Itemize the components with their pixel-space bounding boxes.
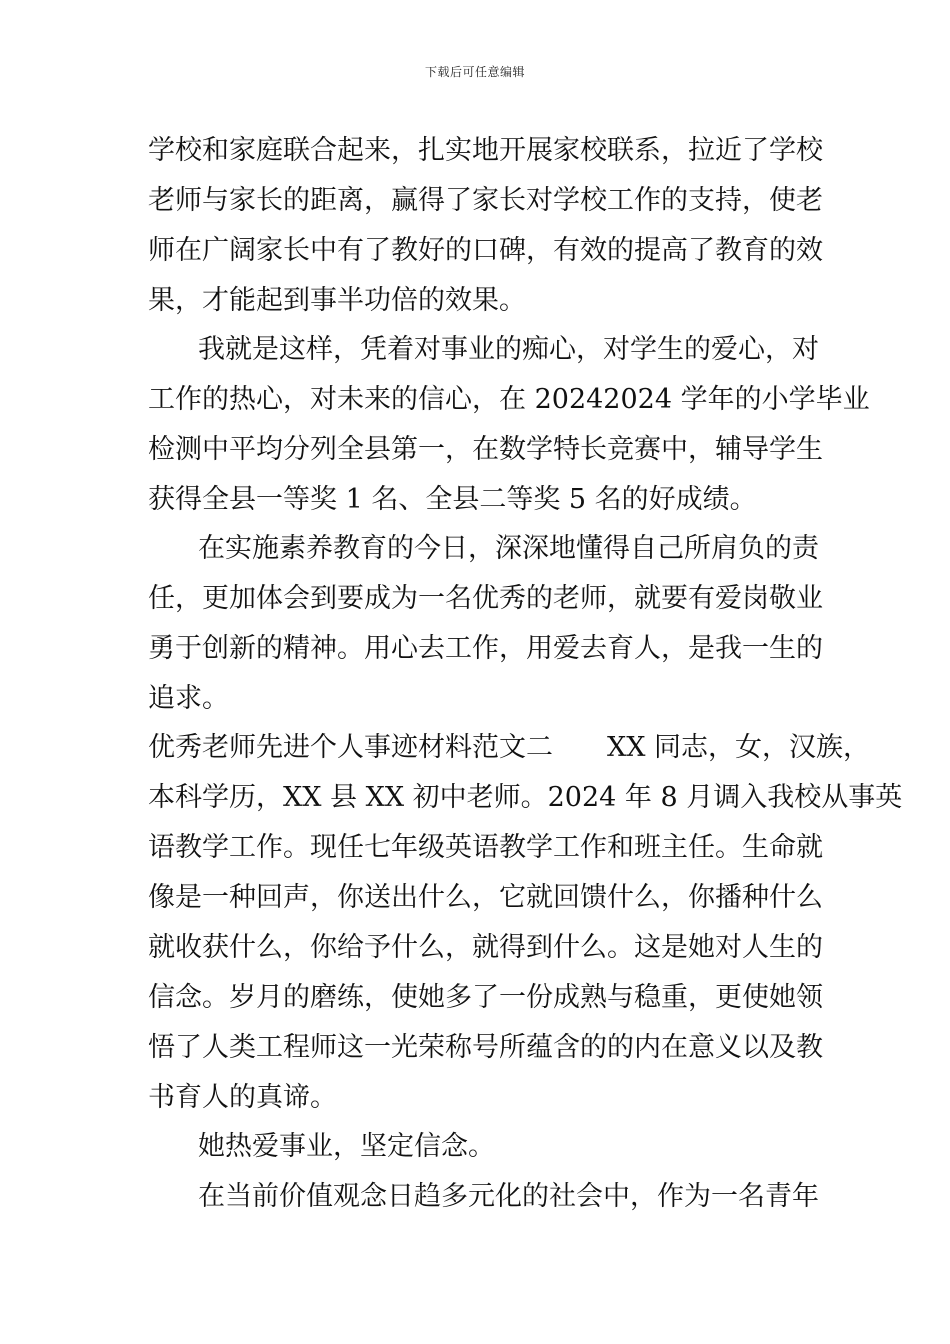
text-line: 优秀老师先进个人事迹材料范文二 XX 同志，女，汉族， xyxy=(148,732,871,763)
text-line: 勇于创新的精神。用心去工作，用爱去育人，是我一生的 xyxy=(148,633,823,664)
text-line: 在实施素养教育的今日，深深地懂得自己所肩负的责 xyxy=(198,533,819,564)
page-header-note: 下载后可任意编辑 xyxy=(424,65,525,79)
text-line: 任，更加体会到要成为一名优秀的老师，就要有爱岗敬业 xyxy=(148,583,823,614)
text-line: 在当前价值观念日趋多元化的社会中，作为一名青年 xyxy=(198,1181,819,1212)
text-line: 书育人的真谛。 xyxy=(148,1082,337,1113)
text-line: 她热爱事业，坚定信念。 xyxy=(198,1131,495,1162)
text-line: 本科学历，XX 县 XX 初中老师。2024 年 8 月调入我校从事英 xyxy=(148,782,903,813)
text-line: 像是一种回声，你送出什么，它就回馈什么，你播种什么 xyxy=(148,882,823,913)
text-line: 工作的热心，对未来的信心，在 20242024 学年的小学毕业 xyxy=(148,384,870,415)
text-line: 检测中平均分列全县第一，在数学特长竞赛中，辅导学生 xyxy=(148,434,823,465)
text-line: 学校和家庭联合起来，扎实地开展家校联系，拉近了学校 xyxy=(148,135,823,166)
text-line: 果，才能起到事半功倍的效果。 xyxy=(148,285,526,316)
text-line: 获得全县一等奖 1 名、全县二等奖 5 名的好成绩。 xyxy=(148,484,757,515)
text-line: 师在广阔家长中有了教好的口碑，有效的提高了教育的效 xyxy=(148,235,823,266)
text-line: 我就是这样，凭着对事业的痴心，对学生的爱心，对 xyxy=(198,334,819,365)
text-line: 就收获什么，你给予什么，就得到什么。这是她对人生的 xyxy=(148,932,823,963)
text-line: 悟了人类工程师这一光荣称号所蕴含的的内在意义以及教 xyxy=(148,1032,823,1063)
text-line: 信念。岁月的磨练，使她多了一份成熟与稳重，更使她领 xyxy=(148,982,823,1013)
text-line: 语教学工作。现任七年级英语教学工作和班主任。生命就 xyxy=(148,832,823,863)
text-line: 老师与家长的距离，赢得了家长对学校工作的支持，使老 xyxy=(148,185,823,216)
text-line: 追求。 xyxy=(148,683,229,714)
